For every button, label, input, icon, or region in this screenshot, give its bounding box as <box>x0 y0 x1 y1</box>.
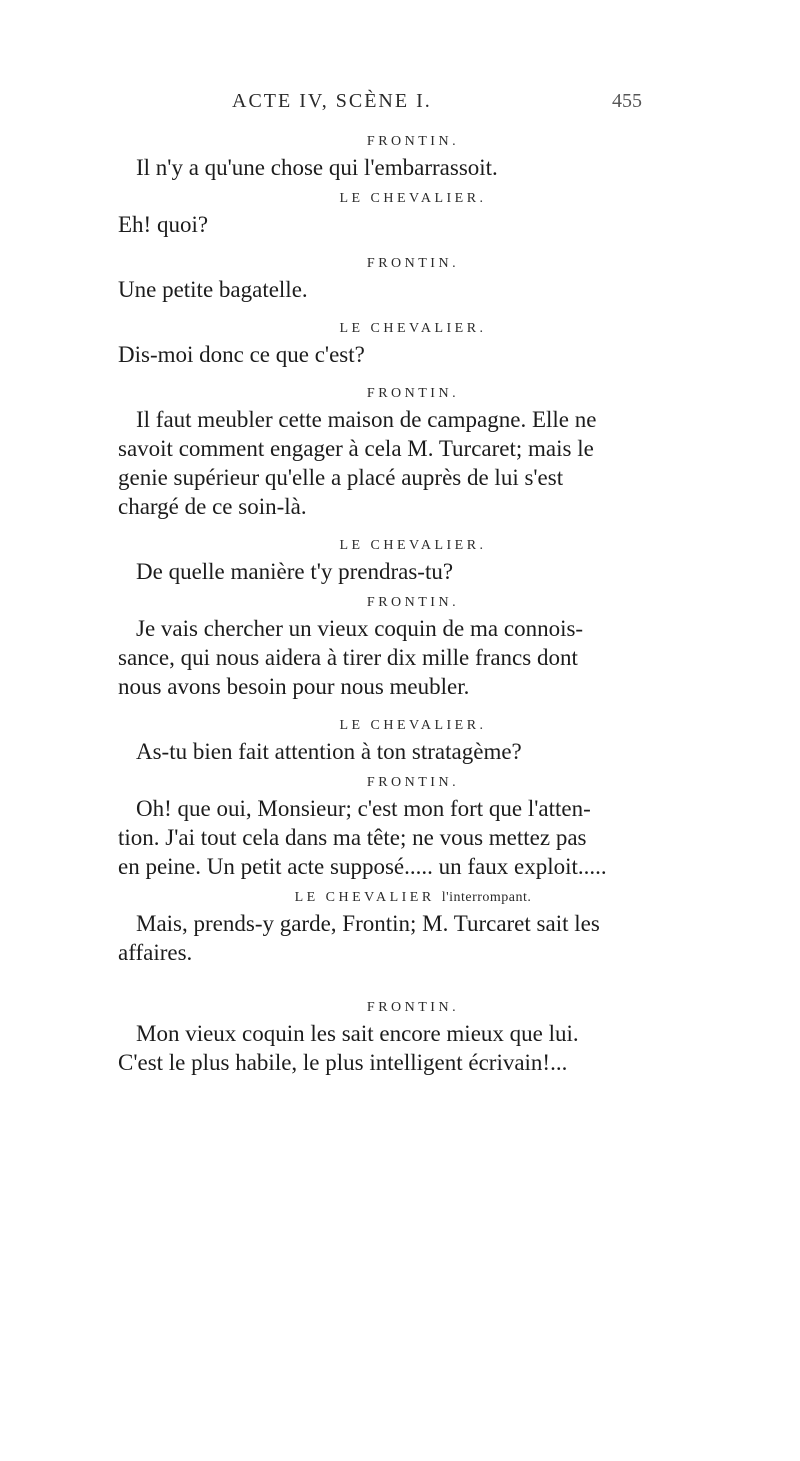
speaker-name: LE CHEVALIER. <box>339 321 487 336</box>
speaker-name: LE CHEVALIER. <box>339 191 487 206</box>
speech <box>118 737 708 766</box>
speaker-name: LE CHEVALIER l'interrompant. <box>294 890 532 905</box>
speaker-name: FRONTIN. <box>366 1000 460 1015</box>
speech-line: Une petite bagatelle. <box>118 277 308 302</box>
speech <box>118 340 708 369</box>
running-head <box>0 90 800 120</box>
speaker-name: FRONTIN. <box>366 134 460 149</box>
speech-line: chargé de ce soin-là. <box>118 494 307 519</box>
speech-line: Eh! quoi? <box>118 212 209 237</box>
speaker-name: FRONTIN. <box>366 775 460 790</box>
speech-line: Il n'y a qu'une chose qui l'embarrassoit. <box>136 155 498 180</box>
speaker-name: LE CHEVALIER. <box>339 538 487 553</box>
speaker-name: LE CHEVALIER. <box>339 718 487 733</box>
speech-line: savoit comment engager à cela M. Turcaret; mais le <box>118 436 594 461</box>
dialogue-body <box>118 131 708 1083</box>
speech-line: Oh! que oui, Monsieur; c'est mon fort que l'atten- <box>136 796 591 821</box>
speech-line: Mais, prends-y garde, Frontin; M. Turcaret sait les <box>136 911 600 936</box>
speaker-name: FRONTIN. <box>366 386 460 401</box>
speech <box>118 909 708 967</box>
speech <box>118 210 708 239</box>
speech <box>118 557 708 586</box>
speech-line: De quelle manière t'y prendras-tu? <box>136 559 454 584</box>
speech-line: Il faut meubler cette maison de campagne. Elle ne <box>136 407 597 432</box>
speech-line: nous avons besoin pour nous meubler. <box>118 674 470 699</box>
page-number: 455 <box>612 90 642 112</box>
speech <box>118 153 708 182</box>
speech <box>118 794 708 881</box>
running-title: ACTE IV, SCÈNE I. <box>232 90 432 112</box>
speech <box>118 405 708 521</box>
stage-direction: l'interrompant. <box>441 890 532 905</box>
speech-line: As-tu bien fait attention à ton stratagème? <box>136 739 522 764</box>
speech-line: C'est le plus habile, le plus intelligent écrivain!... <box>118 1050 568 1075</box>
speech <box>118 614 708 701</box>
speech-line: sance, qui nous aidera à tirer dix mille francs dont <box>118 645 578 670</box>
speech-line: Mon vieux coquin les sait encore mieux que lui. <box>136 1021 579 1046</box>
speech-line: en peine. Un petit acte supposé..... un faux exploit..... <box>118 854 607 879</box>
speaker-name: FRONTIN. <box>366 256 460 271</box>
speech-line: affaires. <box>118 940 193 965</box>
speech-line: Je vais chercher un vieux coquin de ma connois- <box>136 616 584 641</box>
speech-line: genie supérieur qu'elle a placé auprès de lui s'est <box>118 465 564 490</box>
speech-line: tion. J'ai tout cela dans ma tête; ne vous mettez pas <box>118 825 587 850</box>
speech-line: Dis-moi donc ce que c'est? <box>118 342 365 367</box>
speaker-name: FRONTIN. <box>366 595 460 610</box>
speech <box>118 1019 708 1077</box>
speech <box>118 275 708 304</box>
